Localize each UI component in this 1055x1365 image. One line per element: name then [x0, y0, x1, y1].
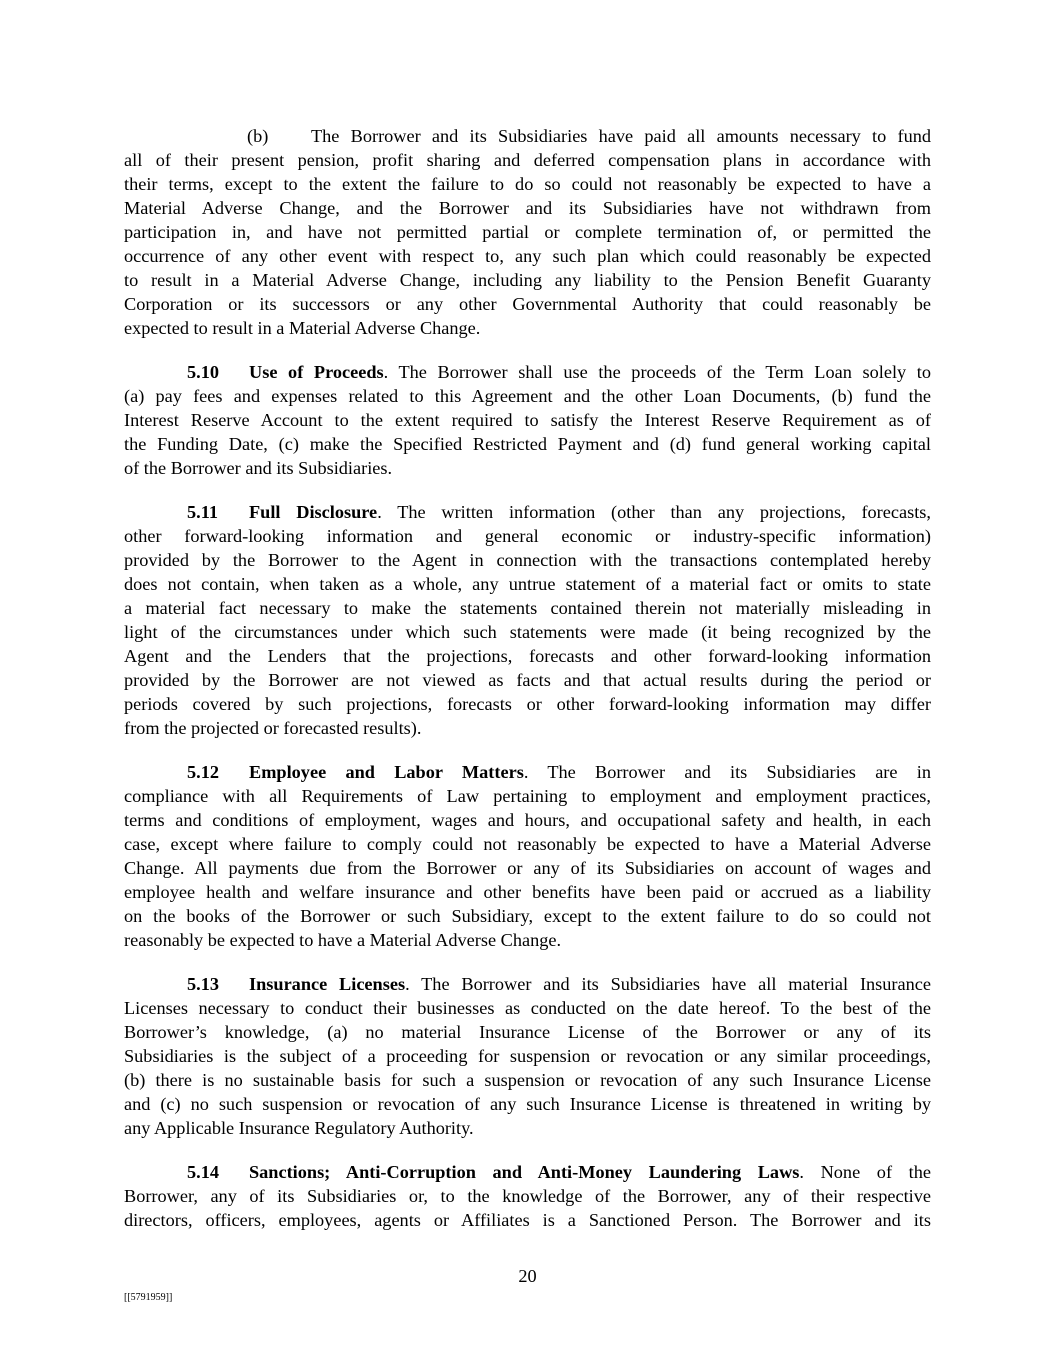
line-text: periods covered by such projections, forecasts or other forward-looking information may differ [124, 694, 931, 714]
text-line [124, 316, 931, 340]
text-line [124, 500, 931, 524]
line-text: (b) there is no sustainable basis for such a suspension or revocation of any such Insurance License [124, 1070, 931, 1090]
text-line [124, 1208, 931, 1232]
line-text: Corporation or its successors or any other Governmental Authority that could reasonably be [124, 294, 931, 314]
line-text: and (c) no such suspension or revocation of any such Insurance License is threatened in writing by [124, 1094, 931, 1114]
line-text: expected to result in a Material Adverse Change. [124, 318, 481, 338]
line-text: Agent and the Lenders that the projections, forecasts and other forward-looking information [124, 646, 931, 666]
section-number: 5.11 [187, 502, 218, 522]
text-line [124, 1020, 931, 1044]
text-line [124, 1044, 931, 1068]
text-line [124, 172, 931, 196]
text-line [124, 1160, 931, 1184]
line-text: case, except where failure to comply could not reasonably be expected to have a Material Adverse [124, 834, 931, 854]
section-title: Use of Proceeds [249, 362, 384, 382]
line-text: terms and conditions of employment, wages and hours, and occupational safety and health, in each [124, 810, 931, 830]
section-title: Sanctions; Anti-Corruption and Anti-Money Laundering Laws [249, 1162, 800, 1182]
section-title: Employee and Labor Matters [249, 762, 524, 782]
line-text: of the Borrower and its Subsidiaries. [124, 458, 393, 478]
line-text: the Funding Date, (c) make the Specified Restricted Payment and (d) fund general working capital [124, 434, 931, 454]
line-text: Borrower’s knowledge, (a) no material Insurance License of the Borrower or any of its [124, 1022, 931, 1042]
page-number: 20 [518, 1266, 537, 1286]
line-text: . The Borrower and its Subsidiaries are in [523, 762, 931, 782]
section-5-14 [124, 1160, 931, 1232]
text-line [124, 1092, 931, 1116]
text-line [124, 244, 931, 268]
line-text: employee health and welfare insurance and other benefits have been paid or accrued as a liability [124, 882, 931, 902]
line-text: . The Borrower and its Subsidiaries have all material Insurance [405, 974, 931, 994]
section-number: 5.13 [187, 974, 219, 994]
line-text: . The written information (other than any projections, forecasts, [377, 502, 931, 522]
text-line [124, 668, 931, 692]
text-line [124, 268, 931, 292]
text-line [124, 596, 931, 620]
line-text: on the books of the Borrower or such Subsidiary, except to the extent failure to do so could not [124, 906, 931, 926]
line-text: from the projected or forecasted results). [124, 718, 422, 738]
line-text: The Borrower and its Subsidiaries have paid all amounts necessary to fund [311, 126, 931, 146]
section-5-10 [124, 360, 931, 480]
text-line [124, 996, 931, 1020]
line-text: Material Adverse Change, and the Borrower and its Subsidiaries have not withdrawn from [124, 198, 931, 218]
text-line [124, 880, 931, 904]
text-line [124, 1184, 931, 1208]
line-text: light of the circumstances under which such statements were made (it being recognized by the [124, 622, 931, 642]
text-line [124, 548, 931, 572]
section-5-13 [124, 972, 931, 1140]
text-line [124, 360, 931, 384]
text-line [124, 572, 931, 596]
line-text: Change. All payments due from the Borrower or any of its Subsidiaries on account of wages and [124, 858, 931, 878]
section-number: 5.10 [187, 362, 219, 382]
line-text: compliance with all Requirements of Law pertaining to employment and employment practices, [124, 786, 931, 806]
line-text: provided by the Borrower to the Agent in connection with the transactions contemplated hereby [124, 550, 931, 570]
text-line [124, 1116, 931, 1140]
line-text: any Applicable Insurance Regulatory Authority. [124, 1118, 474, 1138]
text-line [124, 292, 931, 316]
text-line [124, 904, 931, 928]
line-text: all of their present pension, profit sharing and deferred compensation plans in accordance with [124, 150, 931, 170]
line-text: provided by the Borrower are not viewed as facts and that actual results during the period or [124, 670, 931, 690]
text-line [124, 124, 931, 148]
text-line [124, 784, 931, 808]
text-line [124, 456, 931, 480]
text-line [124, 928, 931, 952]
section-title: Full Disclosure [249, 502, 378, 522]
section-title: Insurance Licenses [249, 974, 406, 994]
text-line [124, 408, 931, 432]
text-line [124, 644, 931, 668]
text-line [124, 148, 931, 172]
line-text: . None of the [799, 1162, 931, 1182]
section-number: 5.14 [187, 1162, 219, 1182]
text-line [124, 220, 931, 244]
line-text: directors, officers, employees, agents or Affiliates is a Sanctioned Person. The Borrower and its [124, 1210, 931, 1230]
line-text: other forward-looking information and general economic or industry-specific information) [124, 526, 931, 546]
line-text: Interest Reserve Account to the extent required to satisfy the Interest Reserve Requirement as of [124, 410, 931, 430]
text-line [124, 384, 931, 408]
line-text: participation in, and have not permitted partial or complete termination of, or permitted the [124, 222, 931, 242]
subparagraph-b [124, 124, 931, 340]
document-body [124, 124, 931, 1252]
text-line [124, 196, 931, 220]
line-text: to result in a Material Adverse Change, including any liability to the Pension Benefit Guaranty [124, 270, 931, 290]
line-text: does not contain, when taken as a whole, any untrue statement of a material fact or omits to state [124, 574, 931, 594]
document-id: [[5791959]] [124, 1292, 173, 1303]
text-line [124, 972, 931, 996]
text-line [124, 1068, 931, 1092]
text-line [124, 716, 931, 740]
section-number: (b) [247, 126, 269, 146]
line-text: (a) pay fees and expenses related to this Agreement and the other Loan Documents, (b) fund the [124, 386, 931, 406]
line-text: their terms, except to the extent the failure to do so could not reasonably be expected to have a [124, 174, 931, 194]
section-number: 5.12 [187, 762, 219, 782]
line-text: Borrower, any of its Subsidiaries or, to the knowledge of the Borrower, any of their respective [124, 1186, 931, 1206]
line-text: occurrence of any other event with respect to, any such plan which could reasonably be expected [124, 246, 931, 266]
line-text: reasonably be expected to have a Material Adverse Change. [124, 930, 562, 950]
text-line [124, 524, 931, 548]
line-text: . The Borrower shall use the proceeds of the Term Loan solely to [383, 362, 931, 382]
text-line [124, 432, 931, 456]
text-line [124, 760, 931, 784]
line-text: Licenses necessary to conduct their businesses as conducted on the date hereof. To the best of the [124, 998, 931, 1018]
section-5-11 [124, 500, 931, 740]
line-text: a material fact necessary to make the statements contained therein not materially misleading in [124, 598, 931, 618]
text-line [124, 620, 931, 644]
text-line [124, 808, 931, 832]
section-5-12 [124, 760, 931, 952]
text-line [124, 832, 931, 856]
text-line [124, 856, 931, 880]
line-text: Subsidiaries is the subject of a proceeding for suspension or revocation or any similar proceedings, [124, 1046, 931, 1066]
text-line [124, 692, 931, 716]
